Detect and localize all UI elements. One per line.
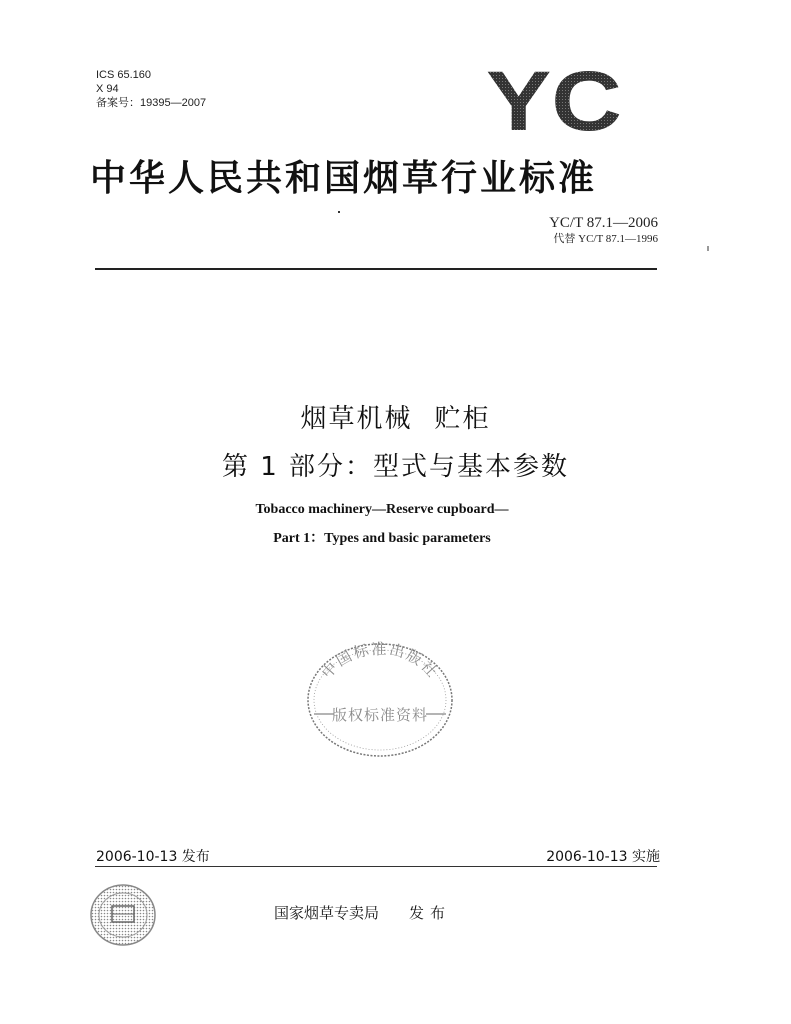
title-part-a: 烟草机械 <box>300 404 413 434</box>
issuer-action: 发布 <box>409 904 452 922</box>
svg-text:中国标准出版社 <box>318 640 442 682</box>
english-title-line-2: Part 1：Types and basic parameters <box>273 531 491 546</box>
issuer-seal <box>88 882 158 948</box>
class-code: X 94 <box>96 83 119 95</box>
issuing-authority <box>274 902 451 923</box>
english-title-line-1: Tobacco machinery—Reserve cupboard— <box>255 502 509 517</box>
chinese-title-line-1 <box>0 398 791 435</box>
standard-number: YC/T 87.1—2006 <box>549 215 658 231</box>
ics-code: ICS 65.160 <box>96 69 152 81</box>
date-rule <box>95 866 657 867</box>
chinese-title-line-2: 第 1 部分：型式与基本参数 <box>221 452 570 482</box>
standard-number-block <box>549 214 658 246</box>
stamp-top-text: 中国标准出版社 <box>317 640 443 682</box>
publish-date: 2006-10-13 发布 <box>96 849 210 865</box>
copyright-stamp <box>304 640 456 760</box>
effective-date: 2006-10-13 实施 <box>546 849 660 865</box>
scan-speck <box>338 211 340 213</box>
issuer-name: 国家烟草专卖局 <box>274 904 380 922</box>
header-rule <box>95 268 657 270</box>
yc-logo <box>484 60 624 136</box>
title-part-b: 贮柜 <box>434 404 491 434</box>
record-number: 备案号：19395—2007 <box>96 97 207 109</box>
stamp-bottom-text: 版权标准资料 <box>331 706 429 724</box>
scan-speck-right <box>707 246 709 251</box>
standard-category-title: 中华人民共和国烟草行业标准 <box>90 158 598 199</box>
classification-block <box>96 68 206 110</box>
logo-text: YC <box>486 60 622 136</box>
replaces-standard: 代替 YC/T 87.1—1996 <box>553 233 658 245</box>
